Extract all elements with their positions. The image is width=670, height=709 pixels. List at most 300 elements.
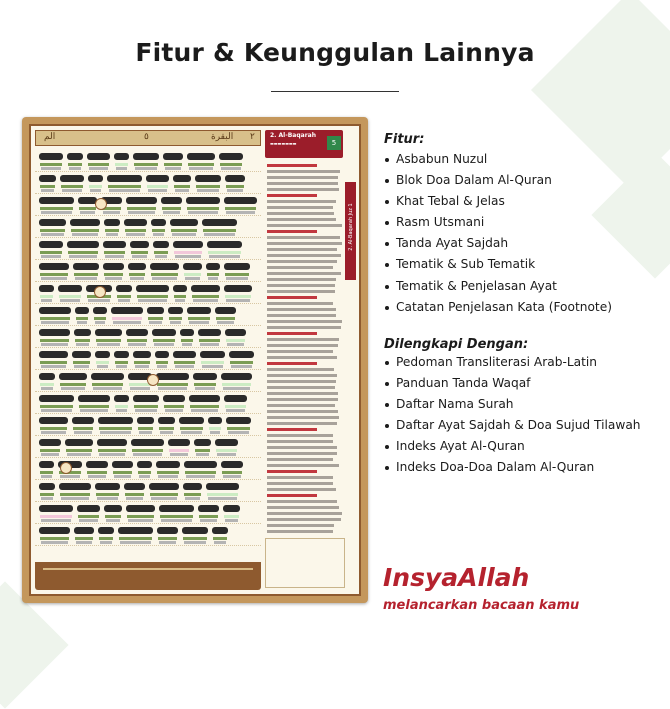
transliteration-mark [134, 361, 150, 364]
transliteration-mark [40, 427, 67, 430]
transliteration-mark [68, 163, 82, 166]
supplement-label: Pedoman Transliterasi Arab-Latin [396, 355, 597, 369]
mushaf-text-block [35, 150, 261, 558]
transliteration-mark [40, 295, 53, 298]
surah-title-card [265, 130, 343, 158]
transliteration-mark [169, 317, 182, 320]
arabic-word [206, 483, 239, 490]
transliteration-mark [174, 251, 202, 254]
arabic-word [221, 461, 243, 468]
translation-mark [97, 365, 108, 368]
arabic-word [87, 153, 110, 160]
theme-heading-line [267, 332, 317, 335]
ayah-number-icon [147, 374, 159, 386]
commentary-text-line [267, 380, 336, 383]
transliteration-mark [127, 207, 156, 210]
arabic-word [70, 219, 100, 226]
translation-mark [226, 409, 245, 412]
translation-mark [135, 365, 149, 368]
translation-mark [149, 321, 162, 324]
translation-mark [77, 321, 87, 324]
arabic-word [111, 307, 143, 314]
bullet-icon [385, 221, 389, 225]
commentary-text-line [267, 218, 336, 221]
commentary-text-line [267, 350, 333, 353]
commentary-text-line [267, 464, 339, 467]
transliteration-mark [59, 295, 81, 298]
translation-mark [126, 233, 145, 236]
transliteration-mark [147, 185, 168, 188]
mushaf-footer-ornament [35, 562, 261, 590]
transliteration-mark [154, 251, 168, 254]
transliteration-mark [207, 493, 238, 496]
verse-line [35, 194, 261, 216]
arabic-word [168, 307, 183, 314]
arabic-word [39, 483, 55, 490]
juz-tab [345, 182, 356, 280]
feature-label: Catatan Penjelasan Kata (Footnote) [396, 299, 612, 314]
transliteration-mark [194, 383, 216, 386]
translation-mark [197, 189, 219, 192]
transliteration-mark [132, 449, 163, 452]
transliteration-mark [209, 427, 221, 430]
bullet-icon [385, 306, 389, 310]
translation-mark [226, 277, 248, 280]
verse-line [35, 238, 261, 260]
transliteration-mark [199, 339, 220, 342]
transliteration-mark [40, 515, 72, 518]
header-center-label: ٥ [144, 132, 149, 142]
arabic-word [186, 197, 220, 204]
theme-heading-line [267, 296, 317, 299]
arabic-word [73, 263, 99, 270]
arabic-word [114, 395, 129, 402]
arabic-word [128, 263, 146, 270]
translation-mark [97, 343, 120, 346]
transliteration-mark [73, 361, 90, 364]
arabic-word [58, 285, 82, 292]
translation-mark [191, 409, 218, 412]
translation-mark [225, 519, 238, 522]
verse-line [35, 216, 261, 238]
translation-mark [217, 453, 236, 456]
transliteration-mark [227, 427, 250, 430]
translation-mark [158, 387, 187, 390]
commentary-text-line [267, 182, 338, 185]
header-left-label: الم [44, 132, 56, 142]
transliteration-mark [207, 273, 219, 276]
commentary-text-line [267, 512, 342, 515]
translation-mark [114, 475, 131, 478]
translation-mark [76, 541, 92, 544]
commentary-text-line [267, 236, 340, 239]
commentary-text-line [267, 482, 333, 485]
translation-mark [161, 519, 192, 522]
arabic-word [133, 351, 151, 358]
transliteration-mark [40, 405, 73, 408]
commentary-text-line [267, 170, 340, 173]
transliteration-mark [174, 185, 190, 188]
arabic-word [67, 241, 99, 248]
translation-mark [138, 299, 167, 302]
arabic-word [147, 307, 164, 314]
translation-mark [93, 387, 122, 390]
verse-line [35, 524, 261, 546]
transliteration-mark [213, 537, 227, 540]
arabic-word [65, 439, 93, 446]
bullet-icon [385, 285, 389, 289]
translation-mark [210, 431, 220, 434]
supplement-item [384, 376, 641, 397]
commentary-text-line [267, 212, 334, 215]
translation-mark [89, 167, 108, 170]
commentary-text-line [267, 176, 338, 179]
transliteration-mark [71, 229, 99, 232]
translation-mark [175, 299, 185, 302]
translation-mark [153, 233, 164, 236]
translation-mark [175, 365, 194, 368]
feature-item [384, 257, 612, 278]
theme-heading-line [267, 470, 317, 473]
translation-mark [193, 299, 218, 302]
theme-heading-line [267, 494, 317, 497]
translation-mark [69, 255, 97, 258]
translation-mark [185, 497, 200, 500]
commentary-text-line [267, 326, 341, 329]
supplement-label: Indeks Ayat Al-Quran [396, 439, 525, 454]
transliteration-mark [104, 251, 125, 254]
arabic-word [163, 153, 183, 160]
header-number-label: ٢ [250, 132, 255, 142]
translation-mark [60, 299, 80, 302]
translation-mark [100, 431, 131, 434]
arabic-word [131, 439, 164, 446]
translation-mark [154, 343, 174, 346]
translation-mark [160, 431, 173, 434]
arabic-word [229, 351, 254, 358]
translation-mark [202, 365, 223, 368]
transliteration-mark [224, 515, 239, 518]
commentary-text-line [267, 374, 337, 377]
verse-line [35, 458, 261, 480]
translation-mark [41, 519, 71, 522]
ayah-number-icon [94, 286, 106, 298]
transliteration-mark [220, 163, 242, 166]
transliteration-mark [225, 207, 256, 210]
transliteration-mark [199, 515, 218, 518]
commentary-text-line [267, 344, 338, 347]
ayah-number-icon [95, 198, 107, 210]
translation-mark [41, 409, 72, 412]
transliteration-mark [87, 471, 107, 474]
translation-mark [200, 343, 219, 346]
translation-mark [41, 365, 66, 368]
translation-mark [185, 277, 200, 280]
translation-mark [151, 497, 177, 500]
translation-mark [227, 189, 243, 192]
transliteration-mark [225, 405, 246, 408]
transliteration-mark [222, 383, 251, 386]
transliteration-mark [203, 229, 236, 232]
translation-mark [223, 475, 241, 478]
transliteration-mark [40, 317, 70, 320]
verse-line [35, 172, 261, 194]
transliteration-mark [222, 471, 242, 474]
feature-label: Tematik & Sub Tematik [396, 257, 536, 272]
arabic-word [75, 307, 89, 314]
commentary-text-line [267, 224, 342, 227]
arabic-word [39, 439, 61, 446]
commentary-text-line [267, 272, 341, 275]
feature-item [384, 236, 612, 257]
translation-mark [41, 475, 52, 478]
commentary-text-line [267, 368, 334, 371]
arabic-word [221, 373, 252, 380]
bullet-icon [385, 445, 389, 449]
arabic-word [39, 329, 70, 336]
verse-line [35, 326, 261, 348]
transliteration-mark [157, 471, 179, 474]
verse-line [35, 260, 261, 282]
transliteration-mark [225, 273, 249, 276]
transliteration-mark [115, 361, 128, 364]
transliteration-mark [89, 185, 102, 188]
translation-mark [196, 453, 209, 456]
translation-mark [61, 387, 85, 390]
arabic-word [224, 285, 252, 292]
arabic-word [189, 395, 220, 402]
supplement-item [384, 418, 641, 439]
transliteration-mark [226, 185, 244, 188]
transliteration-mark [185, 471, 216, 474]
transliteration-mark [66, 449, 92, 452]
bullet-icon [385, 263, 389, 267]
translation-mark [133, 453, 162, 456]
transliteration-mark [158, 537, 177, 540]
translation-mark [80, 211, 95, 214]
translation-mark [128, 343, 146, 346]
arabic-word [39, 505, 73, 512]
transliteration-mark [174, 295, 186, 298]
supplement-item [384, 439, 641, 460]
translation-mark [148, 189, 167, 192]
commentary-text-line [267, 284, 335, 287]
transliteration-mark [195, 449, 210, 452]
translation-mark [41, 189, 54, 192]
translation-mark [116, 409, 127, 412]
transliteration-mark [196, 185, 220, 188]
transliteration-mark [134, 163, 158, 166]
arabic-word [39, 241, 63, 248]
arabic-word [78, 395, 110, 402]
arabic-word [173, 175, 191, 182]
translation-mark [172, 233, 196, 236]
arabic-word [112, 461, 133, 468]
arabic-word [191, 285, 220, 292]
arabic-word [198, 329, 221, 336]
translation-mark [99, 453, 125, 456]
commentary-text-line [267, 266, 333, 269]
commentary-text-line [267, 386, 335, 389]
arabic-word [74, 329, 91, 336]
commentary-text-line [267, 392, 338, 395]
verse-line [35, 414, 261, 436]
translation-mark [139, 431, 152, 434]
arabic-word [146, 175, 169, 182]
transliteration-mark [60, 383, 86, 386]
arabic-word [226, 417, 251, 424]
translation-mark [41, 453, 59, 456]
page-number-badge: 5 [327, 136, 341, 150]
verse-line [35, 282, 261, 304]
arabic-word [124, 483, 145, 490]
translation-mark [74, 431, 92, 434]
translation-mark [60, 475, 80, 478]
arabic-word [59, 483, 91, 490]
translation-mark [155, 255, 167, 258]
translation-mark [106, 519, 120, 522]
arabic-word [39, 307, 71, 314]
translation-mark [208, 497, 237, 500]
arabic-word [215, 439, 238, 446]
arabic-word [183, 483, 202, 490]
transliteration-mark [40, 537, 69, 540]
translation-mark [41, 255, 61, 258]
commentary-text-line [267, 446, 337, 449]
transliteration-mark [192, 295, 219, 298]
commentary-text-line [267, 188, 339, 191]
arabic-word [193, 373, 217, 380]
transliteration-mark [115, 163, 128, 166]
translation-mark [105, 255, 124, 258]
translation-mark [135, 409, 157, 412]
arabic-word [219, 153, 243, 160]
arabic-word [39, 395, 74, 402]
transliteration-mark [184, 493, 201, 496]
features-heading: Fitur: [384, 132, 425, 147]
translation-mark [186, 475, 215, 478]
commentary-text-line [267, 458, 333, 461]
translation-mark [130, 277, 144, 280]
transliteration-mark [40, 273, 68, 276]
transliteration-mark [68, 251, 98, 254]
arabic-word [187, 307, 211, 314]
transliteration-mark [104, 273, 123, 276]
arabic-word [157, 527, 178, 534]
title-divider [271, 91, 399, 92]
translation-mark [184, 541, 206, 544]
arabic-word [118, 527, 153, 534]
theme-heading-line [267, 230, 317, 233]
verse-line [35, 480, 261, 502]
arabic-word [103, 241, 126, 248]
feature-item [384, 173, 612, 194]
theme-heading-line [267, 362, 317, 365]
arabic-word [124, 219, 147, 226]
translation-mark [76, 343, 89, 346]
arabic-word [86, 461, 108, 468]
transliteration-mark [40, 383, 54, 386]
transliteration-mark [159, 427, 174, 430]
arabic-word [180, 329, 194, 336]
transliteration-mark [74, 273, 98, 276]
bullet-icon [385, 361, 389, 365]
arabic-word [72, 417, 94, 424]
arabic-word [39, 153, 63, 160]
arabic-word [104, 505, 122, 512]
transliteration-mark [40, 229, 65, 232]
translation-mark [41, 211, 72, 214]
bullet-icon [385, 466, 389, 470]
arabic-word [198, 505, 219, 512]
transliteration-mark [174, 361, 195, 364]
transliteration-mark [201, 361, 224, 364]
translation-mark [69, 167, 81, 170]
translation-mark [41, 541, 68, 544]
translation-mark [100, 541, 112, 544]
header-right-label: البقرة [211, 132, 234, 142]
arabic-word [215, 307, 236, 314]
bullet-icon [385, 403, 389, 407]
feature-item [384, 194, 612, 215]
commentary-text-line [267, 308, 336, 311]
arabic-word [74, 527, 94, 534]
arabic-word [88, 175, 103, 182]
bullet-icon [385, 242, 389, 246]
transliteration-mark [75, 537, 93, 540]
translation-mark [135, 167, 157, 170]
arabic-word [202, 219, 237, 226]
translation-mark [165, 409, 183, 412]
transliteration-mark [131, 251, 148, 254]
commentary-text-line [267, 356, 337, 359]
transliteration-mark [115, 405, 128, 408]
translation-mark [170, 321, 181, 324]
arabic-word [168, 439, 190, 446]
commentary-text-line [267, 416, 339, 419]
arabic-word [161, 197, 182, 204]
translation-mark [228, 431, 249, 434]
bullet-icon [385, 424, 389, 428]
translation-mark [120, 541, 151, 544]
translation-mark [41, 233, 64, 236]
transliteration-mark [76, 317, 88, 320]
commentary-text-line [267, 530, 333, 533]
transliteration-mark [129, 273, 145, 276]
translation-mark [105, 277, 122, 280]
transliteration-mark [125, 493, 144, 496]
transliteration-mark [127, 339, 147, 342]
commentary-text-line [267, 398, 338, 401]
translation-mark [165, 167, 181, 170]
translation-mark [79, 519, 98, 522]
arabic-word [95, 351, 110, 358]
commentary-text-line [267, 320, 342, 323]
transliteration-mark [105, 229, 119, 232]
transliteration-mark [88, 163, 109, 166]
arabic-word [173, 241, 203, 248]
translation-mark [116, 365, 127, 368]
page-title: Fitur & Keunggulan Lainnya [135, 38, 535, 67]
supplement-item [384, 355, 641, 376]
translation-mark [204, 233, 235, 236]
translation-mark [41, 167, 61, 170]
transliteration-mark [190, 405, 219, 408]
arabic-word [156, 373, 189, 380]
translation-mark [72, 233, 98, 236]
arabic-word [150, 263, 179, 270]
transliteration-mark [164, 163, 182, 166]
